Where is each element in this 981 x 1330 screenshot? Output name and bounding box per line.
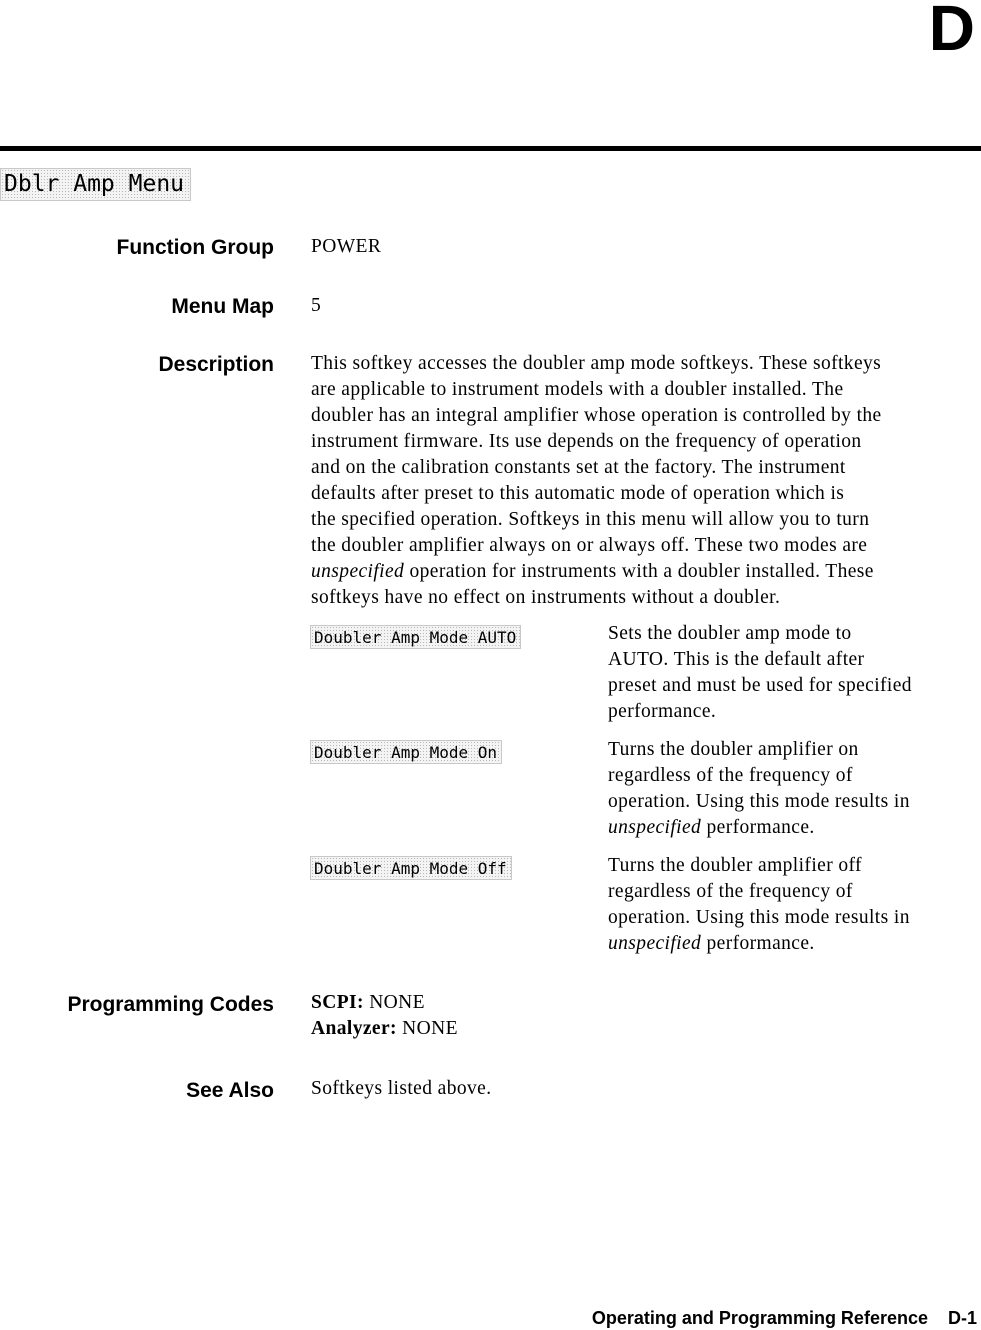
description-line: defaults after preset to this automatic mode of operation which is [311, 483, 845, 504]
menu-title-softkey[interactable]: Dblr Amp Menu [0, 168, 191, 201]
softkey-description-line [608, 931, 910, 957]
chapter-letter: D [928, 0, 975, 64]
emphasis-text: unspecified [311, 561, 405, 582]
scpi-value: NONE [363, 992, 425, 1013]
description-line: doubler has an integral amplifier whose operation is controlled by the [311, 405, 882, 426]
doubler-amp-mode-on-softkey[interactable]: Doubler Amp Mode On [310, 740, 502, 764]
softkey-description-tail: performance. [701, 817, 815, 838]
description-line: the specified operation. Softkeys in this menu will allow you to turn [311, 509, 870, 530]
description-line-rest: operation for instruments with a doubler installed. These [404, 561, 874, 582]
footer-title: Operating and Programming Reference [591, 1308, 928, 1328]
see-also-label: See Also [186, 1079, 274, 1102]
menu-map-value: 5 [311, 295, 322, 316]
softkey-description-line: operation. Using this mode results in [608, 791, 910, 812]
softkey-description-line: preset and must be used for specified [608, 675, 912, 696]
softkey-description-line: performance. [608, 701, 717, 722]
page-number: D-1 [947, 1308, 977, 1328]
analyzer-label: Analyzer: [311, 1018, 397, 1039]
analyzer-line [311, 1016, 458, 1042]
page-footer [592, 1308, 977, 1329]
softkey-description-line: AUTO. This is the default after [608, 649, 865, 670]
analyzer-value: NONE [396, 1018, 458, 1039]
description-line: the doubler amplifier always on or always off. These two modes are [311, 535, 868, 556]
programming-codes-values [311, 990, 458, 1042]
doubler-amp-mode-off-description [608, 853, 910, 957]
softkey-description-line: Sets the doubler amp mode to [608, 623, 852, 644]
softkey-description-line: operation. Using this mode results in [608, 907, 910, 928]
doubler-amp-mode-on-description [608, 737, 910, 841]
softkey-description-line [608, 815, 910, 841]
see-also-value: Softkeys listed above. [311, 1078, 492, 1099]
description-line: instrument firmware. Its use depends on the frequency of operation [311, 431, 862, 452]
softkey-description-line: Turns the doubler amplifier off [608, 855, 862, 876]
description-line: This softkey accesses the doubler amp mode softkeys. These softkeys [311, 353, 882, 374]
emphasis-text: unspecified [608, 817, 702, 838]
function-group-value: POWER [311, 236, 382, 257]
description-line: softkeys have no effect on instruments without a doubler. [311, 587, 781, 608]
softkey-description-line: Turns the doubler amplifier on [608, 739, 859, 760]
function-group-label: Function Group [116, 236, 274, 259]
description-text [311, 351, 977, 611]
header-rule [0, 146, 981, 151]
description-line: are applicable to instrument models with a doubler installed. The [311, 379, 844, 400]
softkey-description-tail: performance. [701, 933, 815, 954]
scpi-label: SCPI: [311, 992, 364, 1013]
doubler-amp-mode-auto-description [608, 621, 912, 725]
description-label: Description [158, 353, 274, 376]
doubler-amp-mode-off-softkey[interactable]: Doubler Amp Mode Off [310, 856, 512, 880]
programming-codes-label: Programming Codes [67, 993, 274, 1016]
softkey-description-line: regardless of the frequency of [608, 765, 853, 786]
scpi-line [311, 990, 458, 1016]
description-line [311, 559, 977, 585]
menu-map-label: Menu Map [171, 295, 274, 318]
emphasis-text: unspecified [608, 933, 702, 954]
softkey-description-line: regardless of the frequency of [608, 881, 853, 902]
description-line: and on the calibration constants set at the factory. The instrument [311, 457, 846, 478]
doubler-amp-mode-auto-softkey[interactable]: Doubler Amp Mode AUTO [310, 625, 521, 649]
